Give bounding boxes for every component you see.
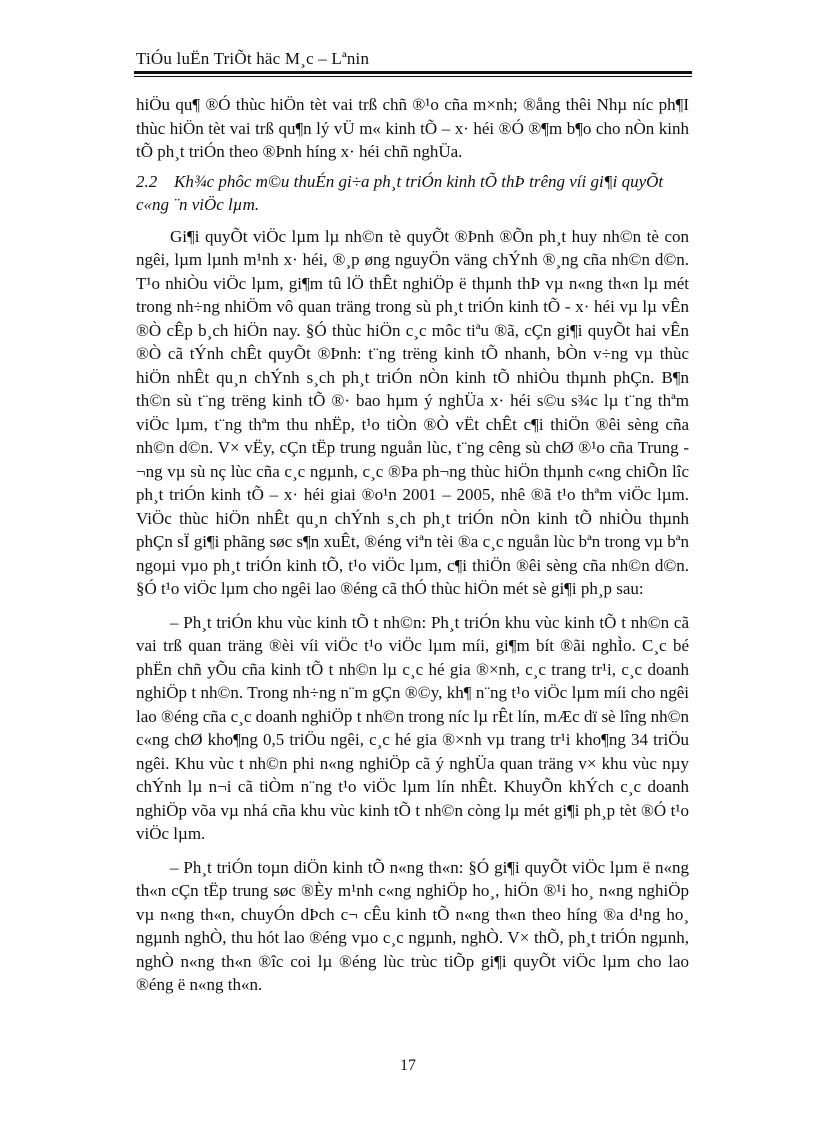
running-header: TiÓu luËn TriÕt häc M¸c – Lªnin	[136, 49, 370, 68]
body-paragraph-1: Gi¶i quyÕt viÖc lµm lµ nh©n tè quyÕt ®Þnh ®Õn ph¸t huy nh©n tè con ngêi, lµm lµnh m¹nh x· héi, ®¸p øng nguyÖn väng chÝnh ®¸ng cña nh©n d©n. T¹o nhiÒu viÖc lµm, gi¶m tû lÖ thÊt nghiÖp ë thµnh thÞ vµ n«ng th«n lµ mét trong nh÷ng nhiÖm vô quan träng trong sù ph¸t triÓn kinh tÕ - x· héi vµ lµ vÊn ®Ò cÊp b¸ch hiÖn nay. §Ó thùc hiÖn c¸c môc tiªu ®ã, cÇn gi¶i quyÕt hai vÊn ®Ò cã tÝnh chÊt quyÕt ®Þnh: t¨ng trëng kinh tÕ nhanh, bÒn v÷ng vµ thùc hiÖn nhÊt qu¸n chÝnh s¸ch ph¸t triÓn nÒn kinh tÕ nhiÒu thµnh phÇn. B¶n th©n sù t¨ng trëng kinh tÕ ®· bao hµm ý nghÜa x· héi s©u s¾c lµ t¨ng thªm viÖc lµm, t¨ng thªm thu nhËp, t¹o tiÒn ®Ò vËt chÊt c¶i thiÖn ®êi sèng cña nh©n d©n. V× vËy, cÇn tËp trung nguån lùc, t¨ng cêng sù chØ ®¹o cña Trung ¬ng vµ sù nç lùc cña c¸c ngµnh, c¸c ®Þa ph¬ng thùc hiÖn thµnh c«ng chiÕn lîc ph¸t triÓn kinh tÕ – x· héi giai ®o¹n 2001 – 2005, nhê ®ã t¹o thªm viÖc lµm. ViÖc thùc hiÖn nhÊt qu¸n chÝnh s¸ch ph¸t triÓn nÒn kinh tÕ nhiÒu thµnh phÇn sÏ gi¶i phãng søc s¶n xuÊt, ®éng viªn tèi ®a c¸c nguån lùc bªn trong vµ bªn ngoµi vµo ph¸t triÓn kinh tÕ, t¹o viÖc lµm, c¶i thiÖn ®êi sèng cña nh©n d©n. §Ó t¹o viÖc lµm cho ngêi lao ®éng cã thÓ thùc hiÖn mét sè gi¶i ph¸p sau:	[136, 226, 689, 598]
section-heading	[136, 170, 689, 217]
page-body	[136, 93, 689, 997]
continuation-paragraph: hiÖu qu¶ ®Ó thùc hiÖn tèt vai trß chñ ®¹o cña m×nh; ®ång thêi Nhµ níc ph¶I thùc hiÖn tèt vai trß qu¶n lý vÜ m« kinh tÕ – x· héi ®Ó ®¶m b¶o cho nÒn kinh tÕ ph¸t triÓn theo ®Þnh híng x· héi chñ nghÜa.	[136, 95, 689, 161]
bullet-paragraph-rural-economy: – Ph¸t triÓn toµn diÖn kinh tÕ n«ng th«n: §Ó gi¶i quyÕt viÖc lµm ë n«ng th«n cÇn tËp trung søc ®Èy m¹nh c«ng nghiÖp ho¸, hiÖn ®¹i ho¸ n«ng nghiÖp vµ n«ng th«n, chuyÓn dÞch c¬ cÊu kinh tÕ n«ng th«n theo híng ®a d¹ng ho¸ ngµnh nghÒ, thu hót lao ®éng vµo c¸c ngµnh, nghÒ. V× thÕ, ph¸t triÓn ngµnh, nghÒ n«ng th«n ®îc coi lµ ®éng lùc trùc tiÕp gi¶i quyÕt viÖc lµm cho lao ®éng ë n«ng th«n.	[136, 857, 689, 994]
section-number: 2.2	[136, 171, 158, 191]
page-number: 17	[400, 1057, 416, 1074]
header-rule-thin	[134, 76, 692, 77]
section-title: Kh¾c phôc m©u thuÉn gi÷a ph¸t triÓn kinh tÕ thÞ trêng víi gi¶i quyÕt c«ng ¨n viÖc lµm.	[136, 171, 664, 214]
bullet-paragraph-private-sector: – Ph¸t triÓn khu vùc kinh tÕ t nh©n: Ph¸t triÓn khu vùc kinh tÕ t nh©n cã vai trß quan träng ®èi víi viÖc t¹o viÖc lµm míi, gi¶m bít ®ãi nghÌo. C¸c bé phËn chñ yÕu cña kinh tÕ t nh©n lµ c¸c hé gia ®×nh, c¸c trang tr¹i, c¸c doanh nghiÖp t nh©n. Trong nh÷ng n¨m gÇn ®©y, kh¶ n¨ng t¹o viÖc lµm míi cho ngêi lao ®éng cña c¸c doanh nghiÖp t nh©n trong níc lµ rÊt lín, mÆc dï sè lîng nh©n c«ng chØ kho¶ng 0,5 triÖu ngêi, c¸c hé gia ®×nh vµ trang tr¹i kho¶ng 34 triÖu ngêi. Khu vùc t nh©n phi n«ng nghiÖp cã ý nghÜa quan träng v× khu vùc nµy chÝnh lµ n¬i cã tiÒm n¨ng t¹o viÖc lµm lín nhÊt. KhuyÕn khÝch c¸c doanh nghiÖp võa vµ nhá cña khu vùc kinh tÕ t nh©n còng lµ mét gi¶i ph¸p tèt ®Ó t¹o viÖc lµm.	[136, 612, 689, 843]
header-rule-thick	[134, 71, 692, 74]
